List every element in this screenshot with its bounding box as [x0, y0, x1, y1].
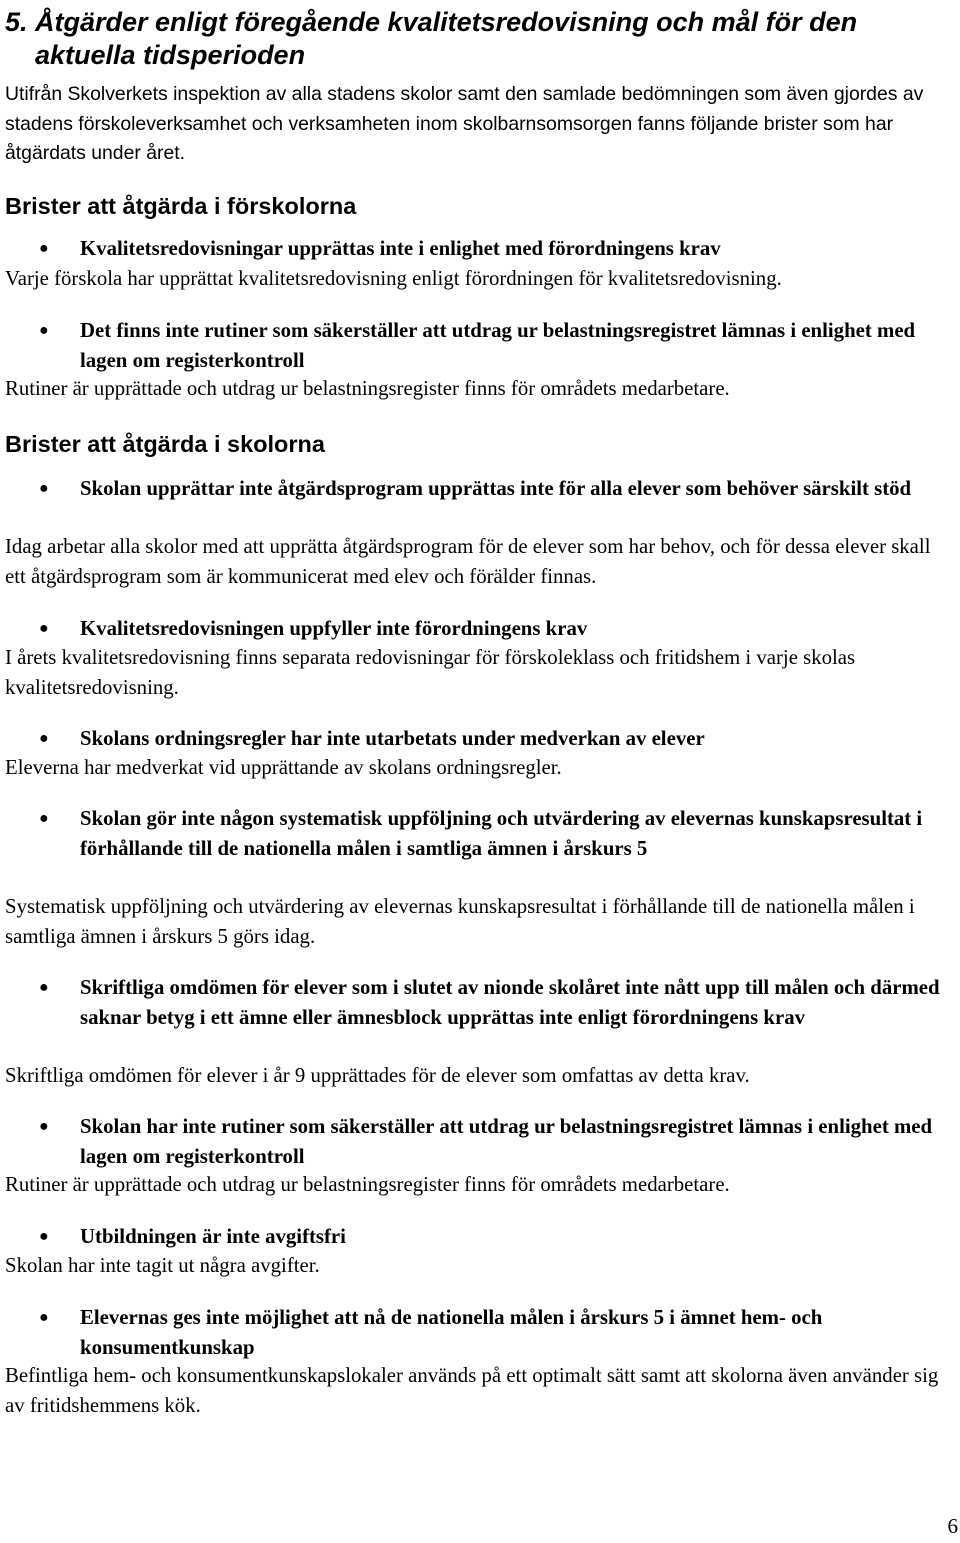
response-paragraph: Eleverna har medverkat vid upprättande av skolans ordningsregler. [5, 756, 562, 779]
bullet-item [5, 614, 955, 644]
bullet-icon: ● [39, 620, 49, 637]
bullet-text: Elevernas ges inte möjlighet att nå de nationella målen i årskurs 5 i ämnet hem- och konsumentkunskap [80, 1306, 823, 1359]
bullet-text: Skriftliga omdömen för elever som i slutet av nionde skolåret inte nått upp till målen och därmed saknar betyg i ett ämne eller ämnesblock upprättas inte enligt förordningens krav [80, 976, 940, 1029]
response-paragraph: Rutiner är upprättade och utdrag ur belastningsregister finns för områdets medarbetare. [5, 1173, 730, 1196]
bullet-icon: ● [39, 322, 49, 339]
bullet-icon: ● [39, 730, 49, 747]
bullet-icon: ● [39, 810, 49, 827]
bullet-item [5, 1112, 955, 1171]
bullet-text: Kvalitetsredovisningar upprättas inte i enlighet med förordningens krav [80, 237, 721, 260]
bullet-text: Skolan upprättar inte åtgärdsprogram upprättas inte för alla elever som behöver särskilt stöd [80, 477, 912, 500]
bullet-item [5, 474, 955, 504]
subsection-title-schools: Brister att åtgärda i skolorna [5, 431, 325, 457]
bullet-icon: ● [39, 480, 49, 497]
bullet-text: Det finns inte rutiner som säkerställer att utdrag ur belastningsregistret lämnas i enlighet med lagen om registerkontroll [80, 319, 916, 372]
bullet-text: Kvalitetsredovisningen uppfyller inte förordningens krav [80, 617, 588, 640]
response-paragraph: Befintliga hem- och konsumentkunskapslokaler används på ett optimalt sätt samt att skolorna även använder sig av fritidshemmens kök. [5, 1364, 939, 1417]
response-paragraph: Rutiner är upprättade och utdrag ur belastningsregister finns för områdets medarbetare. [5, 377, 730, 400]
bullet-item [5, 234, 955, 264]
bullet-item [5, 804, 955, 863]
response-paragraph: Systematisk uppföljning och utvärdering av elevernas kunskapsresultat i förhållande till de nationella målen i samtliga ämnen i årskurs 5 görs idag. [5, 895, 915, 948]
response-paragraph: Idag arbetar alla skolor med att upprätta åtgärdsprogram för de elever som har behov, och för dessa elever skall ett åtgärdsprogram som är kommunicerat med elev och förälder finnas. [5, 535, 931, 588]
bullet-icon: ● [39, 240, 49, 257]
bullet-icon: ● [39, 979, 49, 996]
bullet-item [5, 1303, 955, 1362]
page-number: 6 [947, 1514, 958, 1538]
section-title: Åtgärder enligt föregående kvalitetsredovisning och mål för den aktuella tidsperioden [35, 7, 858, 70]
bullet-item [5, 1222, 955, 1252]
bullet-item [5, 316, 955, 375]
response-paragraph: Skriftliga omdömen för elever i år 9 upprättades för de elever som omfattas av detta krav. [5, 1064, 750, 1087]
response-paragraph: I årets kvalitetsredovisning finns separata redovisningar för förskoleklass och fritidshem i varje skolas kvalitetsredovisning. [5, 646, 856, 699]
subsection-title-preschools: Brister att åtgärda i förskolorna [5, 193, 357, 219]
intro-paragraph: Utifrån Skolverkets inspektion av alla stadens skolor samt den samlade bedömningen som även gjordes av stadens förskoleverksamhet och verksamheten inom skolbarnsomsorgen fanns följande brister som har åtgärdats under året. [5, 83, 924, 164]
bullet-icon: ● [39, 1309, 49, 1326]
response-paragraph: Varje förskola har upprättat kvalitetsredovisning enligt förordningen för kvalitetsredovisning. [5, 267, 782, 290]
section-number: 5. [5, 7, 28, 37]
bullet-item [5, 724, 955, 754]
bullet-text: Utbildningen är inte avgiftsfri [80, 1225, 346, 1248]
bullet-icon: ● [39, 1228, 49, 1245]
bullet-icon: ● [39, 1118, 49, 1135]
bullet-item [5, 973, 955, 1032]
bullet-text: Skolan gör inte någon systematisk uppföljning och utvärdering av elevernas kunskapsresultat i förhållande till de nationella målen i samtliga ämnen i årskurs 5 [80, 807, 923, 860]
section-heading [5, 6, 955, 72]
bullet-text: Skolans ordningsregler har inte utarbetats under medverkan av elever [80, 727, 705, 750]
bullet-text: Skolan har inte rutiner som säkerställer att utdrag ur belastningsregistret lämnas i enlighet med lagen om registerkontroll [80, 1115, 933, 1168]
response-paragraph: Skolan har inte tagit ut några avgifter. [5, 1254, 320, 1277]
